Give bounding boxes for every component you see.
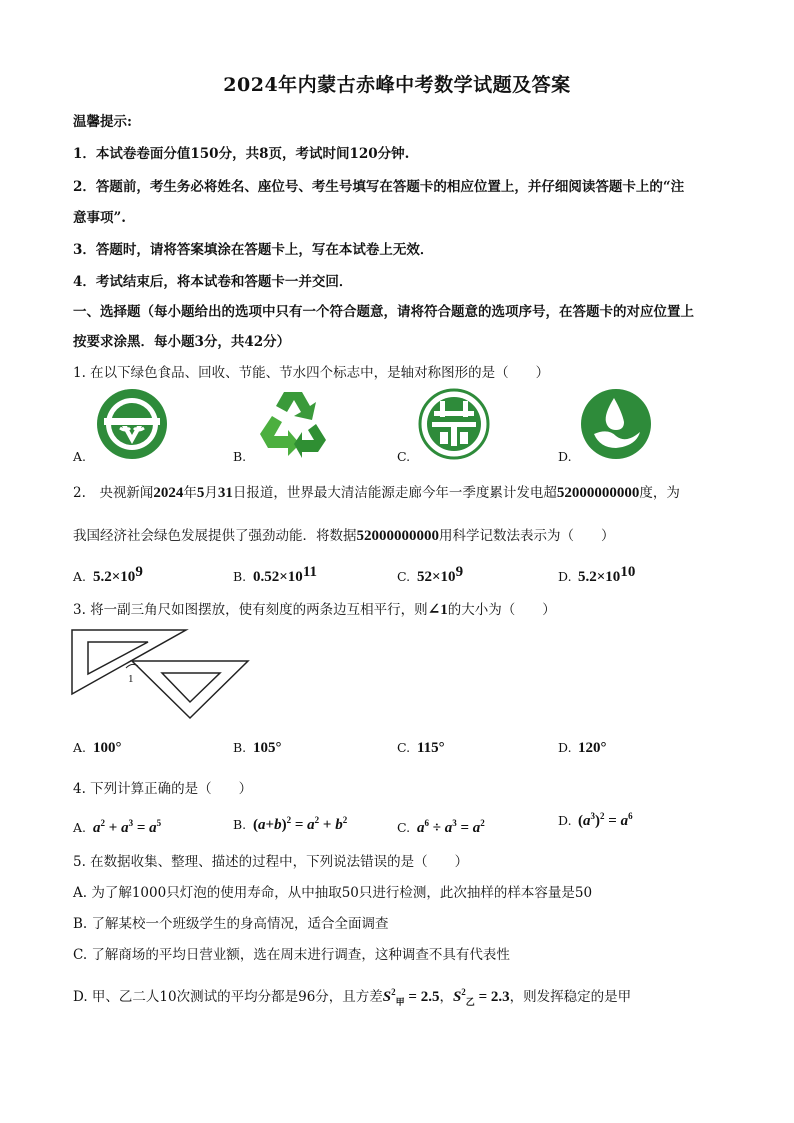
q5-d-text-1: D. 甲、乙二人10次测试的平均分都是96分，且方差 [73,989,383,1005]
q2-text-2: 年 [183,485,197,501]
q3-text-1: 3. 将一副三角尺如图摆放，使有刻度的两条边互相平行，则 [73,602,428,618]
question-1-stem: 1. 在以下绿色食品、回收、节能、节水四个标志中，是轴对称图形的是（ ） [73,365,550,381]
option-letter: C. [397,820,411,835]
question-2-option-b [233,564,317,586]
q2-number-day: 31 [217,485,233,501]
q2-text-1: 2. 央视新闻 [73,485,154,501]
question-4-option-d [558,811,633,830]
q3-angle-symbol: ∠1 [427,602,448,618]
question-2-option-a [73,564,143,586]
page-title: 2024年内蒙古赤峰中考数学试题及答案 [223,74,571,96]
question-4-option-c [397,818,485,837]
option-letter: A. [73,740,87,755]
question-3-stem [73,598,556,619]
question-5-option-c: C. 了解商场的平均日营业额，选在周末进行调查，这种调查不具有代表性 [73,947,510,963]
notice-item-1: 1．本试卷卷面分值150分，共8页，考试时间120分钟. [73,146,410,162]
energy-saving-logo-icon [418,388,490,460]
question-4-stem: 4. 下列计算正确的是（ ） [73,781,253,797]
triangle-rulers-figure [70,628,252,720]
notice-item-4: 4．考试结束后，将本试卷和答题卡一并交回． [73,274,353,290]
option-letter: D. [558,569,572,585]
question-5-stem: 5. 在数据收集、整理、描述的过程中，下列说法错误的是（ ） [73,854,469,870]
formula-b: $(a+b)^2 = a^2 + b^2$ [253,815,348,833]
question-5-option-b: B. 了解某校一个班级学生的身高情况，适合全面调查 [73,916,389,932]
notice-item-3: 3．答题时，请将答案填涂在答题卡上，写在本试卷上无效． [73,242,434,258]
q2-text-7: 用科学记数法表示为（ ） [439,528,615,544]
question-2-option-c [397,564,463,586]
option-letter: B. [233,569,247,585]
question-2-stem [73,481,680,502]
option-value: 5.2×10 [93,569,136,586]
q2-text-4: 日报道，世界最大清洁能源走廊今年一季度累计发电超 [232,485,557,501]
question-3-option-d [558,740,607,757]
question-5-option-d [73,985,631,1008]
question-3-option-a [73,740,122,757]
option-letter: D. [558,740,572,755]
question-1-option-b: B. [233,449,247,464]
recycle-logo-icon [254,386,332,458]
option-letter: B. [233,740,247,755]
option-value: 100° [93,740,122,756]
green-food-logo-icon [96,388,168,460]
option-letter: A. [73,820,87,835]
formula-a: $a^2 + a^3 = a^5$ [93,818,162,836]
variance-jia-value: = 2.5 [408,989,440,1005]
q2-number-power-2: 52000000000 [356,528,439,544]
notice-item-2-cont: 意事项”. [73,210,126,226]
question-4-option-a [73,818,161,837]
option-value: 0.52×10 [253,569,303,586]
q2-text-5: 度，为 [639,485,680,501]
option-value: 52×10 [417,569,456,586]
notice-heading: 温馨提示: [73,114,132,130]
option-exponent: 11 [302,564,317,580]
question-5-option-a: A. 为了解1000只灯泡的使用寿命，从中抽取50只进行检测，此次抽样的样本容量是50 [73,885,593,901]
question-2-option-d [558,564,635,586]
q5-d-text-2: ，则发挥稳定的是甲 [509,989,632,1005]
question-1-option-a: A. [73,449,87,464]
question-1-option-c: C. [397,449,411,464]
variance-jia: $S^2_甲 = 2.5$ [382,987,440,1007]
option-value: 5.2×10 [578,569,621,586]
option-value: 120° [578,740,607,756]
question-2-stem-cont [73,524,615,545]
question-4-option-b [233,815,347,834]
q2-number-month: 5 [196,485,205,501]
option-exponent: 9 [455,564,464,580]
question-3-option-b [233,740,282,757]
option-letter: C. [397,740,411,755]
option-value: 115° [417,740,445,756]
notice-item-2: 2．答题前，考生务必将姓名、座位号、考生号填写在答题卡的相应位置上，并仔细阅读答题卡上的“注 [73,179,685,195]
variance-yi: $S^2_乙 = 2.3$ [452,987,510,1007]
option-letter: A. [73,569,87,585]
variance-jia-sub: 甲 [395,997,405,1007]
water-saving-logo-icon [580,388,652,460]
q3-text-2: 的大小为（ ） [447,602,556,618]
variance-yi-sub: 乙 [465,997,475,1007]
angle-1-label: 1 [128,673,134,685]
option-letter: B. [233,817,247,832]
option-exponent: 10 [620,564,636,580]
question-3-option-c [397,740,445,757]
option-letter: C. [397,569,411,585]
section-heading-cont: 按要求涂黑．每小题3分，共42分） [73,334,291,350]
question-1-option-d: D. [558,449,572,464]
formula-c: $a^6 \div a^3 = a^2$ [417,818,485,836]
section-heading: 一、选择题（每小题给出的选项中只有一个符合题意，请将符合题意的选项序号，在答题卡的对应位置上 [73,304,694,320]
formula-d: $(a^3)^2 = a^6$ [578,811,633,829]
option-value: 105° [253,740,282,756]
q2-text-3: 月 [204,485,218,501]
q2-number-year: 2024 [153,485,184,501]
q2-number-power: 52000000000 [556,485,640,501]
option-exponent: 9 [135,564,143,580]
q2-text-6: 我国经济社会绿色发展提供了强劲动能．将数据 [73,528,357,544]
q5-d-sep: ， [439,989,453,1005]
option-letter: D. [558,813,572,828]
variance-yi-value: = 2.3 [478,989,510,1005]
